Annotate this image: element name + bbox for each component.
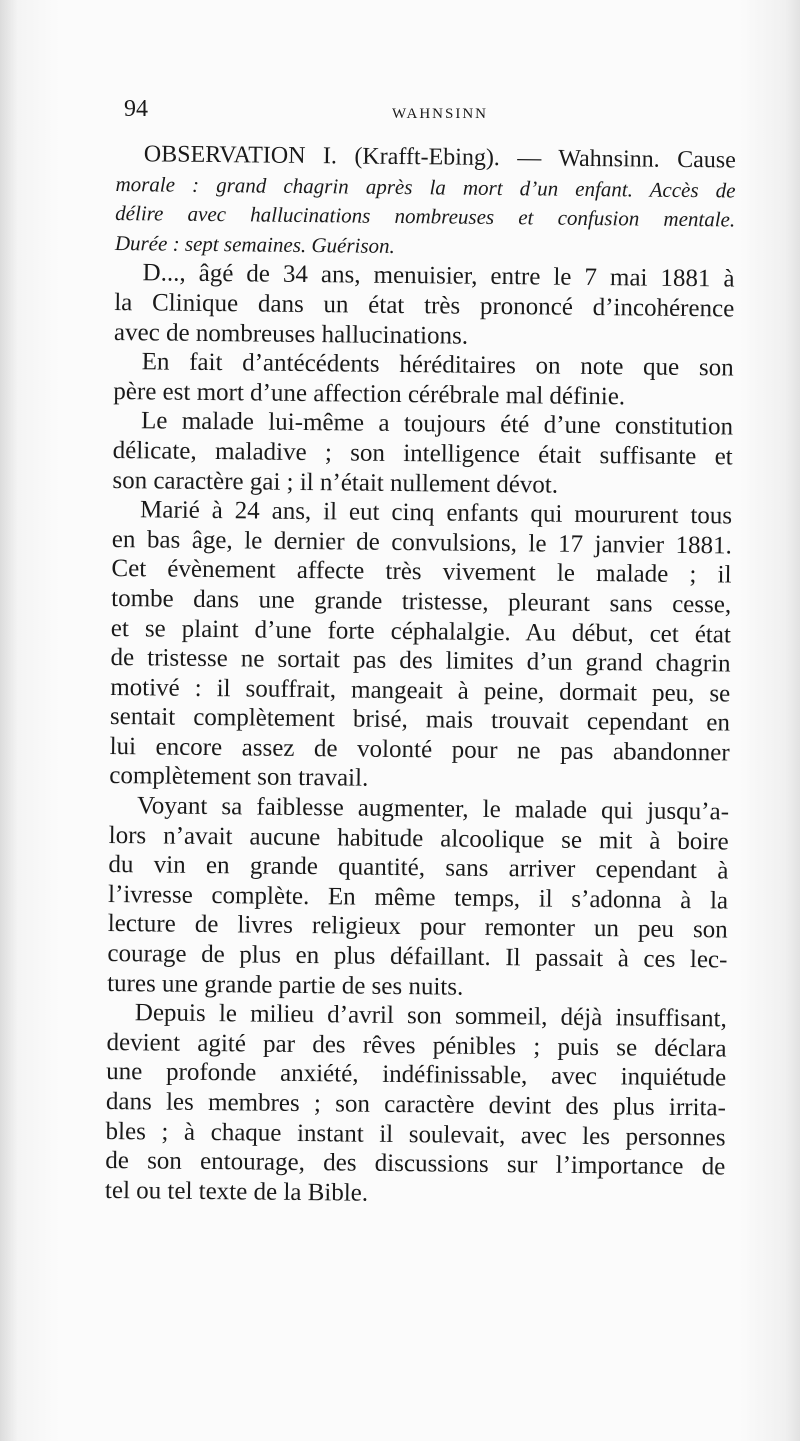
page-number: 94 bbox=[124, 96, 148, 122]
text-line: courage de plus en plus défaillant. Il passait à ces lec- bbox=[107, 939, 728, 974]
text-line: dans les membres ; son caractère devint des plus irrita- bbox=[105, 1087, 727, 1122]
text-line: du vin en grande quantité, sans arriver cependant à bbox=[108, 851, 729, 885]
text-line: Voyant sa faiblesse augmenter, le malade qui jusqu’a- bbox=[136, 792, 730, 826]
text-line: Durée : sept semaines. Guérison. bbox=[114, 230, 395, 258]
text-line: lecture de livres religieux pour remonter un peu son bbox=[107, 910, 728, 944]
text-line: OBSERVATION I. (Krafft-Ebing). — Wahnsinn. Cause bbox=[143, 141, 736, 174]
body-text bbox=[105, 140, 736, 1212]
text-line: morale : grand chagrin après la mort d’un enfant. Accès de bbox=[115, 171, 736, 203]
text-line: lors n’avait aucune habitude alcoolique se mit à boire bbox=[108, 821, 729, 856]
text-line: Le malade lui-même a toujours été d’une constitution bbox=[140, 407, 734, 441]
text-line: complètement son travail. bbox=[109, 762, 369, 793]
text-line: devient agité par des rêves pénibles ; puis se déclara bbox=[106, 1028, 727, 1063]
text-line: sentait complètement brisé, mais trouvait cependant en bbox=[109, 703, 731, 737]
text-line: en bas âge, le dernier de convulsions, le 17 janvier 1881. bbox=[111, 525, 732, 560]
text-line: tombe dans une grande tristesse, pleurant sans cesse, bbox=[111, 584, 732, 619]
text-line: l’ivresse complète. En même temps, il s’adonna à la bbox=[107, 880, 729, 915]
text-line: son caractère gai ; il n’était nullement dévot. bbox=[112, 466, 559, 499]
text-line: père est mort d’une affection cérébrale mal définie. bbox=[113, 377, 626, 411]
text-line: tures une grande partie de ses nuits. bbox=[107, 969, 464, 1001]
text-line: Depuis le milieu d’avril son sommeil, déjà insuffisant, bbox=[134, 999, 727, 1033]
text-line: lui encore assez de volonté pour ne pas abandonner bbox=[109, 732, 730, 767]
text-line: délire avec hallucinations nombreuses et confusion mentale. bbox=[115, 201, 736, 232]
text-line: la Clinique dans un état très prononcé d’incohérence bbox=[114, 288, 735, 323]
text-line: Marié à 24 ans, il eut cinq enfants qui moururent tous bbox=[139, 496, 733, 530]
text-line: D..., âgé de 34 ans, menuisier, entre le 7 mai 1881 à bbox=[142, 259, 735, 293]
text-line: En fait d’antécédents héréditaires on note que son bbox=[141, 348, 734, 382]
text-line: tel ou tel texte de la Bible. bbox=[104, 1176, 369, 1207]
text-line: Cet évènement affecte très vivement le malade ; il bbox=[111, 555, 732, 589]
running-title: WAHNSINN bbox=[392, 106, 488, 122]
text-line: bles ; à chaque instant il soulevait, avec les personnes bbox=[105, 1117, 726, 1152]
text-line: avec de nombreuses hallucinations. bbox=[113, 318, 469, 350]
text-line: délicate, maladive ; son intelligence était suffisante et bbox=[112, 436, 733, 471]
text-line: de tristesse ne sortait pas des limites d’un grand chagrin bbox=[110, 644, 731, 678]
text-line: motivé : il souffrait, mangeait à peine, dormait peu, se bbox=[110, 673, 731, 708]
text-line: et se plaint d’une forte céphalalgie. Au début, cet état bbox=[110, 614, 731, 648]
text-line: une profonde anxiété, indéfinissable, avec inquiétude bbox=[106, 1058, 727, 1092]
text-line: de son entourage, des discussions sur l’importance de bbox=[105, 1147, 726, 1181]
